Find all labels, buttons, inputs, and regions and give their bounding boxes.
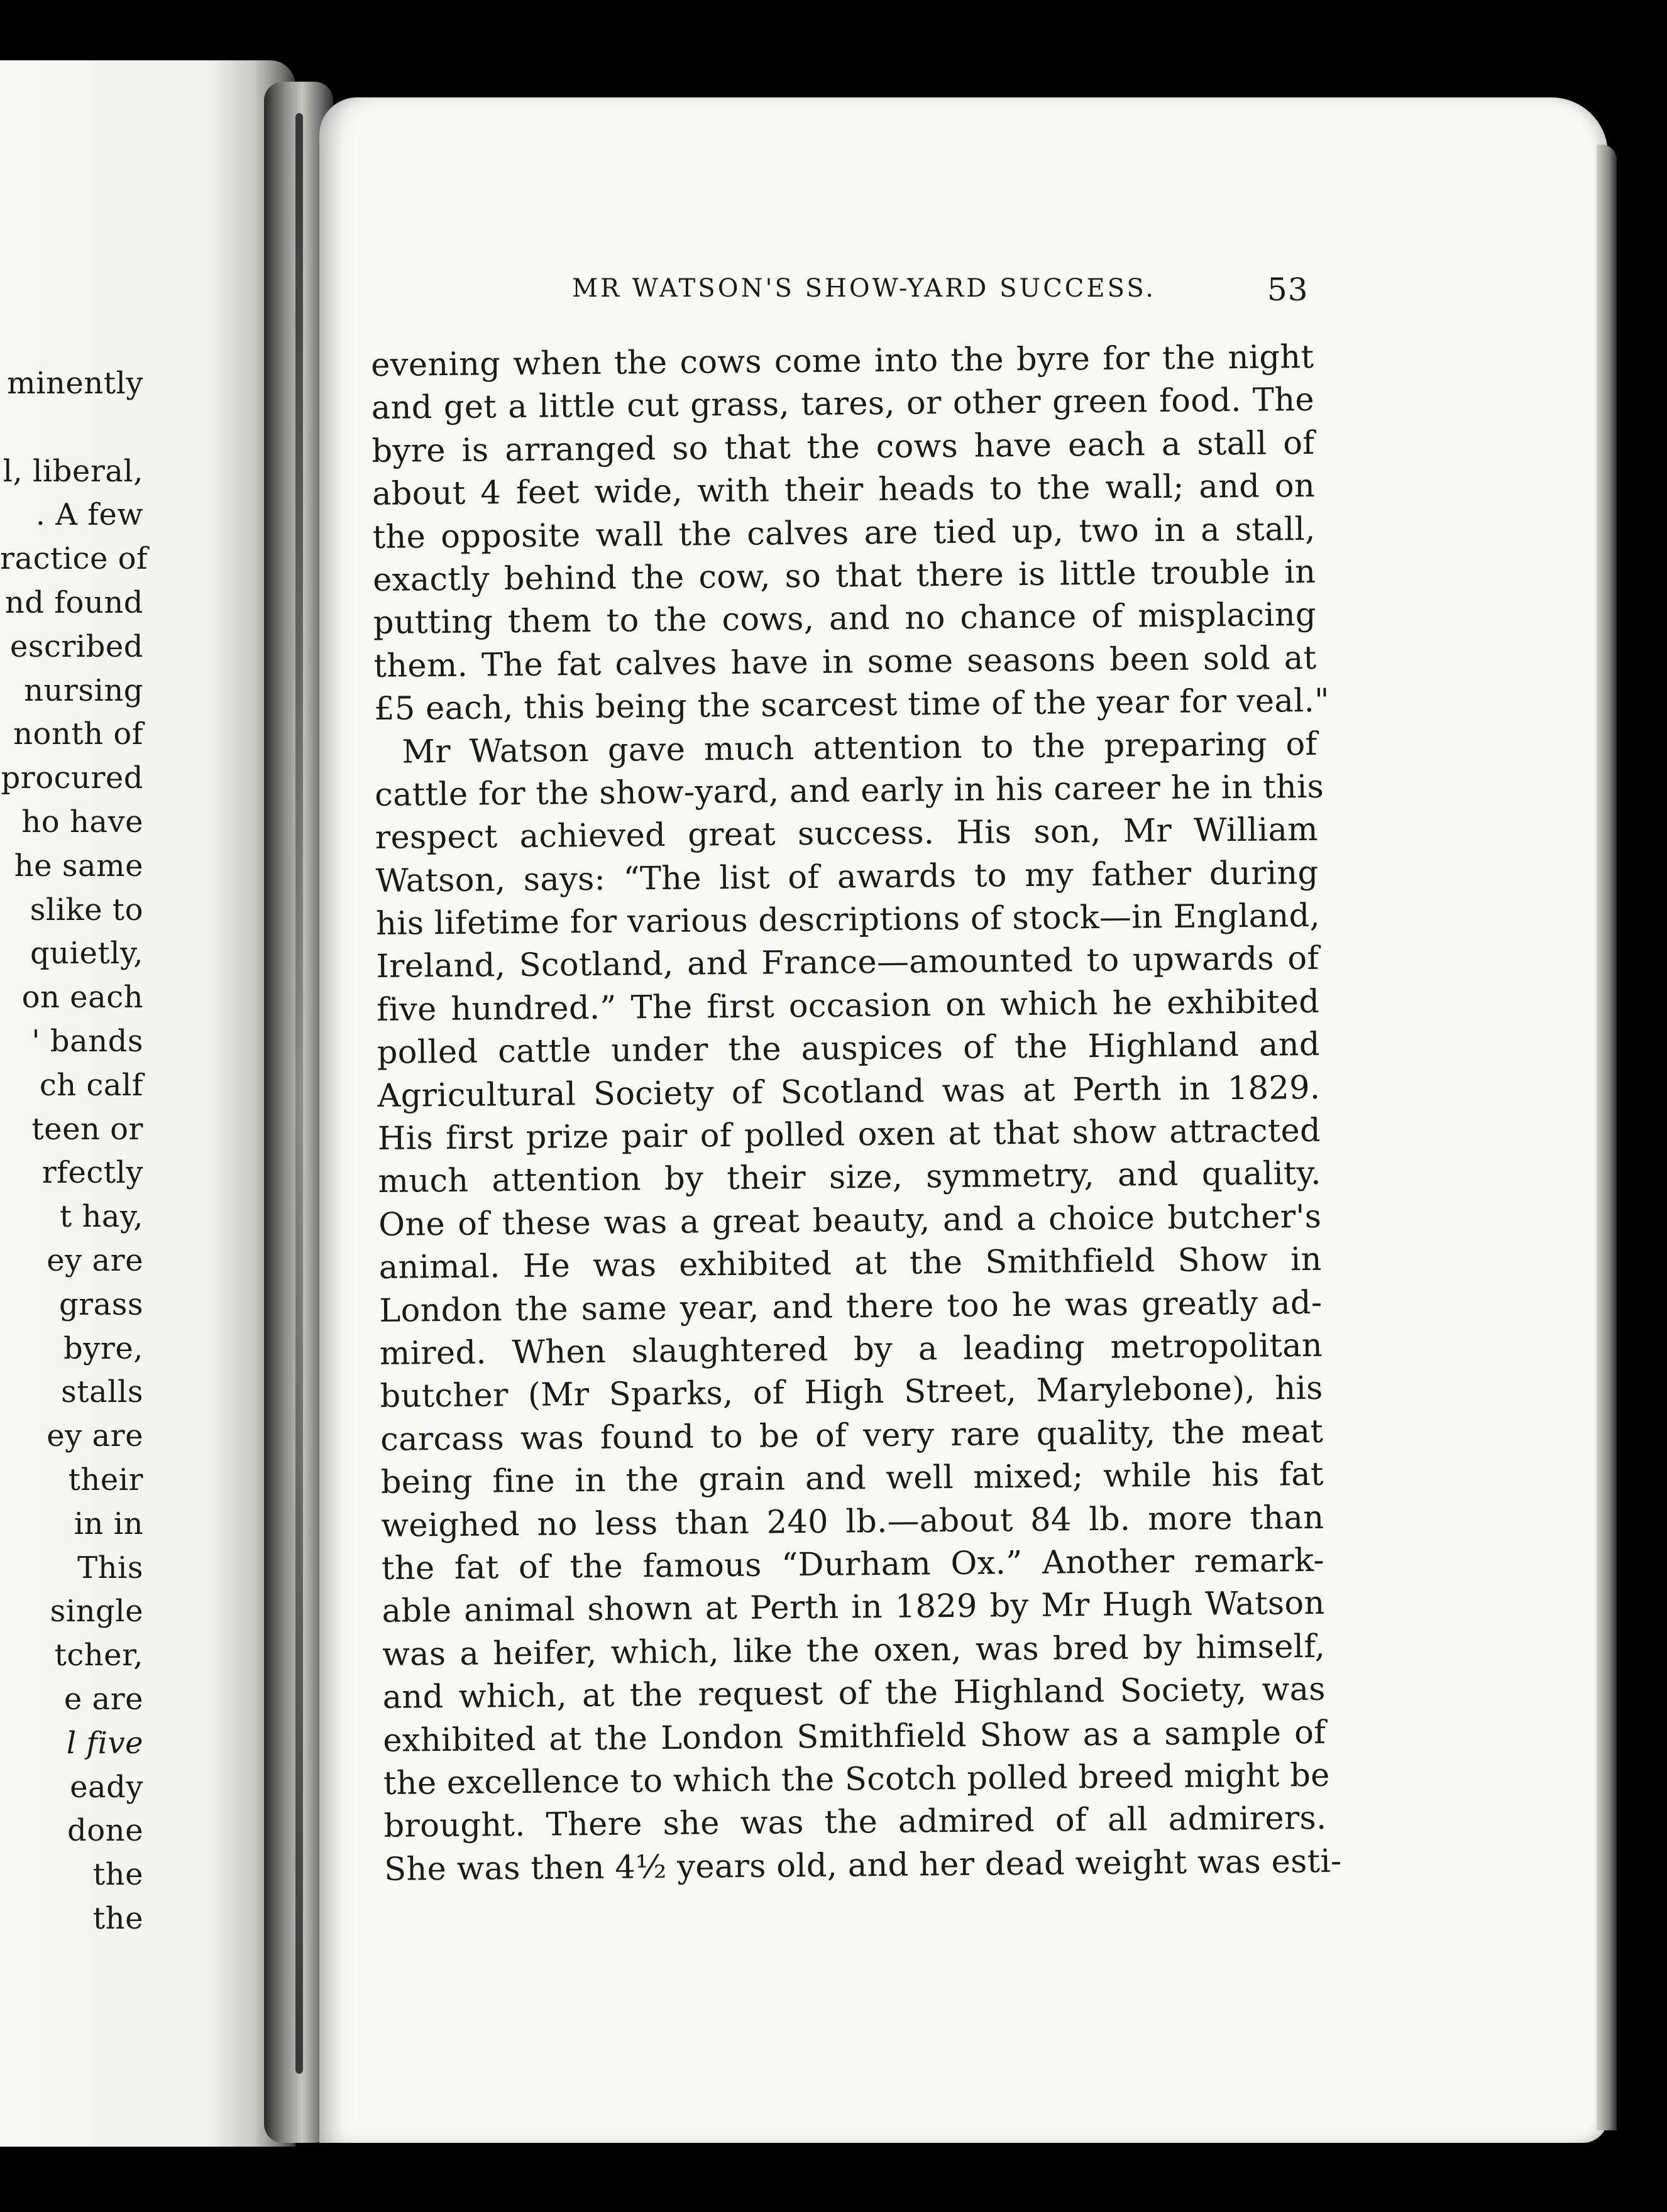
left-line: he same: [14, 848, 143, 884]
text-line: London the same year, and there too he was greatly ad-: [379, 1284, 1323, 1330]
left-line: eady: [70, 1769, 143, 1805]
left-line: e are: [63, 1681, 143, 1717]
text-line: and which, at the request of the Highland Society, was: [382, 1670, 1326, 1717]
text-line: brought. There she was the admired of all admirers.: [383, 1800, 1327, 1846]
running-head: MR WATSON'S SHOW-YARD SUCCESS.: [572, 274, 1157, 303]
left-line: ey are: [47, 1418, 143, 1454]
left-line: escribed: [9, 628, 143, 664]
left-line: ey are: [47, 1242, 143, 1278]
left-line: ho have: [21, 804, 143, 840]
left-line: ch calf: [39, 1067, 143, 1103]
text-line: being fine in the grain and well mixed; while his fat: [380, 1455, 1324, 1502]
left-line: done: [67, 1813, 143, 1849]
text-line: them. The fat calves have in some seasons been sold at: [373, 639, 1317, 685]
text-line: One of these was a great beauty, and a choice butcher's: [378, 1198, 1322, 1244]
left-line: minently: [7, 366, 143, 401]
text-line: weighed no less than 240 lb.—about 84 lb. more than: [381, 1499, 1324, 1545]
left-line: This: [77, 1550, 143, 1585]
text-line: much attention by their size, symmetry, and quality.: [378, 1155, 1321, 1201]
left-line: slike to: [30, 892, 143, 928]
body-text: [371, 336, 1342, 1892]
left-line: nonth of: [13, 716, 143, 752]
left-line: byre,: [63, 1330, 143, 1366]
text-line: exhibited at the London Smithfield Show as a sample of: [383, 1714, 1326, 1760]
text-line: Ireland, Scotland, and France—amounted to upwards of: [376, 940, 1319, 986]
left-line: l five: [66, 1725, 143, 1761]
text-line: about 4 feet wide, with their heads to the wall; and on: [371, 468, 1316, 513]
left-line: nd found: [4, 584, 143, 620]
text-line: able animal shown at Perth in 1829 by Mr Hugh Watson: [382, 1585, 1325, 1631]
text-line: the opposite wall the calves are tied up, two in a stall,: [372, 510, 1316, 556]
text-line: Watson, says: “The list of awards to my father during: [375, 854, 1319, 900]
left-line: l, liberal,: [3, 453, 143, 489]
left-line: [0, 406, 143, 450]
left-page-text: [0, 362, 148, 1941]
text-line: and get a little cut grass, tares, or other green food. The: [371, 381, 1315, 427]
left-line: quietly,: [30, 936, 143, 972]
left-line: nursing: [24, 672, 143, 708]
left-line: rfectly: [41, 1155, 143, 1191]
gutter-shadow: [295, 113, 303, 2074]
left-line: the: [92, 1857, 143, 1893]
text-line: five hundred.” The first occasion on which he exhibited: [376, 983, 1320, 1029]
text-line: was a heifer, which, like the oxen, was bred by himself,: [382, 1628, 1326, 1673]
text-line: She was then 4½ years old, and her dead weight was esti-: [383, 1842, 1342, 1888]
text-line: carcass was found to be of very rare quality, the meat: [380, 1413, 1324, 1459]
left-line: teen or: [31, 1111, 143, 1147]
text-line: mired. When slaughtered by a leading metropolitan: [379, 1327, 1323, 1372]
text-line: putting them to the cows, and no chance of misplacing: [373, 596, 1317, 642]
text-line: polled cattle under the auspices of the Highland and: [377, 1026, 1321, 1072]
text-line: evening when the cows come into the byre for the night: [371, 338, 1314, 384]
text-line: byre is arranged so that the cows have each a stall of: [371, 424, 1315, 470]
page-edge-shadow: [1597, 145, 1617, 2130]
text-line: animal. He was exhibited at the Smithfield Show in: [378, 1241, 1323, 1287]
left-line: single: [50, 1594, 143, 1629]
left-line: ' bands: [31, 1023, 143, 1059]
left-line: their: [68, 1462, 143, 1497]
left-line: stalls: [61, 1374, 143, 1410]
text-line: exactly behind the cow, so that there is little trouble in: [373, 553, 1316, 599]
left-line: tcher,: [54, 1638, 143, 1673]
page-number: 53: [1267, 271, 1309, 308]
text-line: Mr Watson gave much attention to the preparing of: [402, 725, 1318, 771]
left-line: t hay,: [59, 1199, 143, 1235]
left-line: the: [92, 1900, 143, 1936]
text-line: butcher (Mr Sparks, of High Street, Marylebone), his: [380, 1370, 1323, 1416]
left-line: . A few: [35, 497, 143, 533]
text-line: the fat of the famous “Durham Ox.” Another remark-: [381, 1541, 1325, 1587]
left-line: grass: [58, 1286, 143, 1322]
text-line: Agricultural Society of Scotland was at Perth in 1829.: [377, 1069, 1321, 1115]
text-line: respect achieved great success. His son, Mr William: [375, 811, 1319, 857]
left-line: ractice of: [0, 541, 148, 577]
left-line: in in: [74, 1506, 143, 1541]
text-line: cattle for the show-yard, and early in his career he in this: [375, 768, 1324, 814]
left-line: on each: [21, 980, 143, 1016]
text-line: the excellence to which the Scotch polled breed might be: [383, 1756, 1330, 1802]
left-page: [0, 60, 295, 2147]
text-line: His first prize pair of polled oxen at that show attracted: [377, 1112, 1321, 1158]
text-line: £5 each, this being the scarcest time of the year for veal.": [373, 682, 1330, 728]
text-line: his lifetime for various descriptions of stock—in England,: [375, 897, 1321, 943]
left-line: procured: [1, 760, 143, 796]
